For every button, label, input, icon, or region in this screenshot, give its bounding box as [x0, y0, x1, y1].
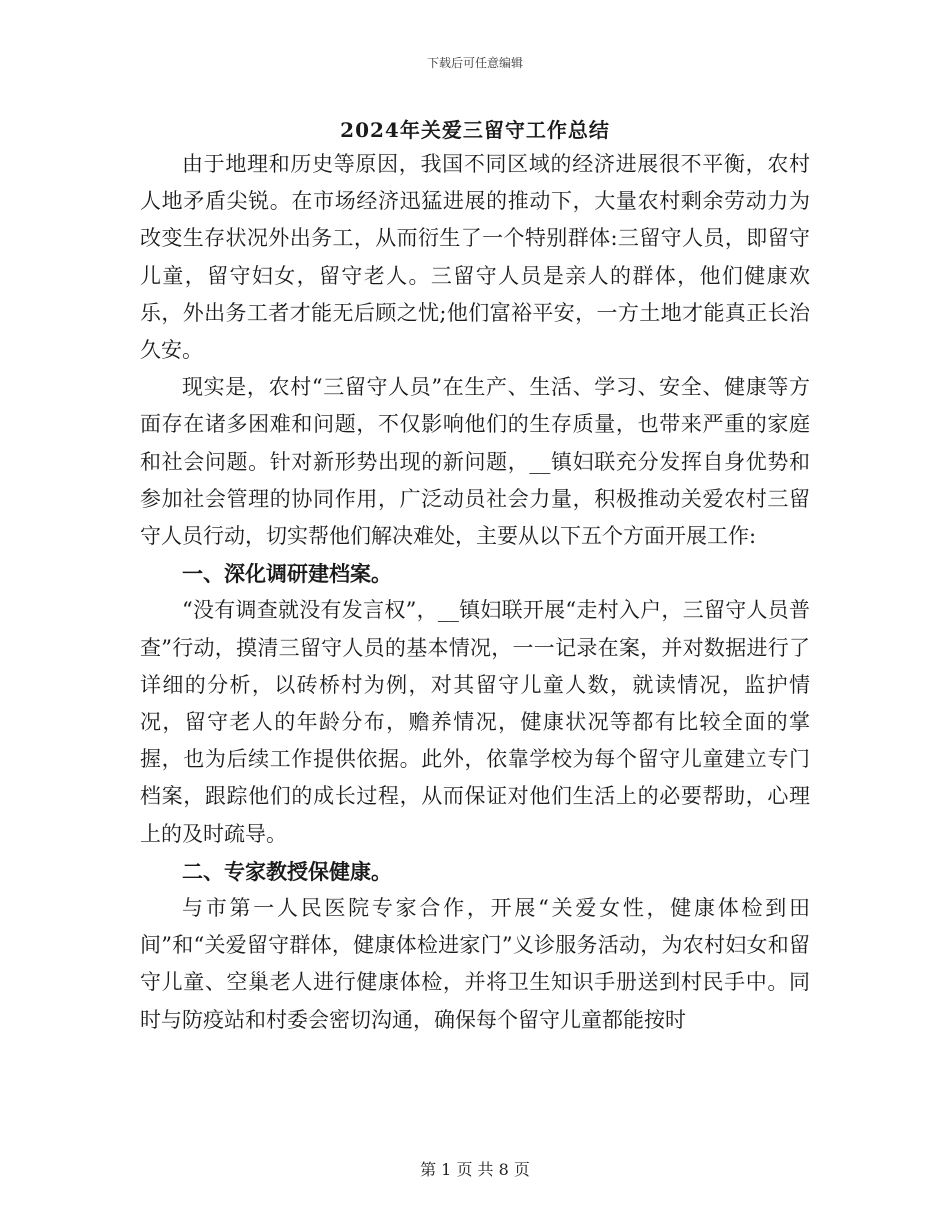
paragraph-intro: 由于地理和历史等原因，我国不同区域的经济进展很不平衡，农村人地矛盾尖锐。在市场经济迅猛进展的推动下，大量农村剩余劳动力为改变生存状况外出务工，从而衍生了一个特别群体:三留守人员，即留守儿童，留守妇女，留守老人。三留守人员是亲人的群体，他们健康欢乐，外出务工者才能无后顾之忧;他们富裕平安，一方土地才能真正长治久安。 — [140, 152, 810, 363]
paragraph-section-1: “没有调查就没有发言权”，__镇妇联开展“走村入户，三留守人员普查”行动，摸清三留守人员的基本情况，一一记录在案，并对数据进行了详细的分析，以砖桥村为例，对其留守儿童人数，就读情况，监护情况，留守老人的年龄分布，赡养情况，健康状况等都有比较全面的掌握，也为后续工作提供依据。此外，依靠学校为每个留守儿童建立专门档案，跟踪他们的成长过程，从而保证对他们生活上的必要帮助，心理上的及时疏导。 — [140, 598, 810, 846]
header-note: 下载后可任意编辑 — [426, 56, 523, 70]
paragraph-situation: 现实是，农村“三留守人员”在生产、生活、学习、安全、健康等方面存在诸多困难和问题，不仅影响他们的生存质量，也带来严重的家庭和社会问题。针对新形势出现的新问题，__镇妇联充分发挥自身优势和参加社会管理的协同作用，广泛动员社会力量，积极推动关爱农村三留守人员行动，切实帮他们解决难处，主要从以下五个方面开展工作: — [140, 375, 810, 549]
paragraph-section-2: 与市第一人民医院专家合作，开展“关爱女性，健康体检到田间”和“关爱留守群体，健康体检进家门”义诊服务活动，为农村妇女和留守儿童、空巢老人进行健康体检，并将卫生知识手册送到村民手中。同时与防疫站和村委会密切沟通，确保每个留守儿童都能按时 — [140, 896, 810, 1032]
document-title: 2024年关爱三留守工作总结 — [340, 118, 610, 142]
section-heading-1: 一、深化调研建档案。 — [182, 561, 392, 587]
section-heading-2: 二、专家教授保健康。 — [182, 858, 392, 884]
page-number: 第 1 页 共 8 页 — [420, 1160, 530, 1179]
document-body — [140, 146, 810, 1039]
